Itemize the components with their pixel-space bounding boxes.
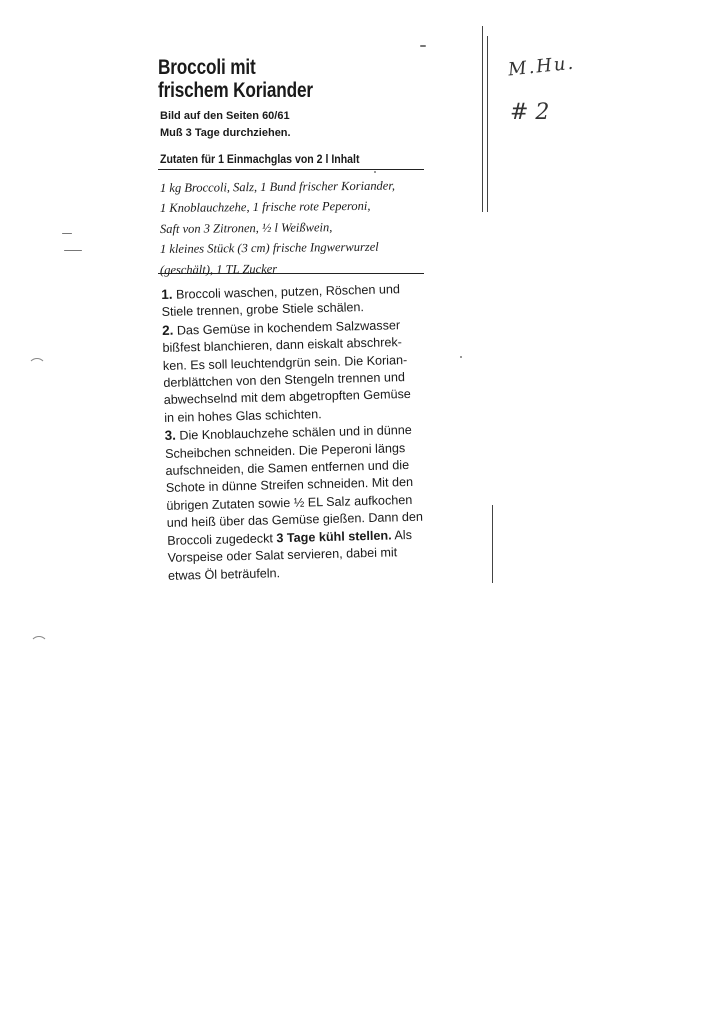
step-text: Stiele trennen, grobe Stiele schälen. bbox=[161, 300, 365, 320]
step-text: bißfest blanchieren, dann eiskalt abschrek- bbox=[162, 335, 403, 356]
scan-speck bbox=[64, 250, 82, 251]
handwritten-initials: M.Hu. bbox=[507, 52, 577, 81]
handwritten-number: # 2 bbox=[510, 100, 550, 125]
ingredient-line: (geschält), 1 TL Zucker bbox=[159, 261, 278, 277]
step-text: Broccoli zugedeckt bbox=[167, 530, 277, 548]
step-text: Broccoli waschen, putzen, Röschen und bbox=[175, 282, 401, 302]
step-text: ken. Es soll leuchtendgrün sein. Die Korian- bbox=[162, 352, 408, 373]
step-number: 2. bbox=[161, 322, 174, 338]
step-text: etwas Öl beträufeln. bbox=[167, 565, 281, 583]
scan-artifact bbox=[30, 636, 48, 654]
step-text: Scheibchen schneiden. Die Peperoni längs bbox=[164, 440, 406, 461]
picture-reference: Bild auf den Seiten 60/61 bbox=[160, 110, 290, 122]
preparation-steps bbox=[161, 279, 448, 585]
scan-speck bbox=[460, 356, 462, 358]
step-text: Die Knoblauchzehe schälen und in dünne bbox=[179, 423, 413, 443]
marinating-note: Muß 3 Tage durchziehen. bbox=[160, 127, 291, 139]
ingredient-line: 1 kleines Stück (3 cm) frische Ingwerwurzel bbox=[159, 239, 379, 257]
title-line-2: frischem Koriander bbox=[158, 79, 313, 102]
ingredient-line: Saft von 3 Zitronen, ½ l Weißwein, bbox=[159, 220, 333, 236]
margin-line bbox=[492, 505, 493, 583]
step-text: abwechselnd mit dem abgetropften Gemüse bbox=[163, 387, 412, 408]
step-text: derblättchen von den Stengeln trennen und bbox=[163, 370, 406, 391]
divider-bottom bbox=[158, 273, 424, 274]
scan-artifact bbox=[28, 358, 46, 376]
margin-line bbox=[487, 36, 488, 212]
step-text: Als bbox=[391, 527, 413, 543]
step-text: in ein hohes Glas schichten. bbox=[164, 406, 322, 425]
step-text: Schote in dünne Streifen schneiden. Mit den bbox=[165, 475, 414, 496]
step-number: 3. bbox=[164, 427, 177, 444]
ingredient-line: 1 Knoblauchzehe, 1 frische rote Peperoni, bbox=[159, 199, 371, 216]
step-text: und heiß über das Gemüse gießen. Dann den bbox=[166, 509, 424, 531]
title-line-1: Broccoli mit bbox=[158, 56, 256, 79]
divider-top bbox=[158, 169, 424, 170]
recipe-title bbox=[158, 56, 313, 102]
margin-line bbox=[482, 26, 483, 212]
scan-speck bbox=[62, 233, 72, 234]
scan-speck bbox=[374, 171, 376, 173]
step-text: übrigen Zutaten sowie ½ EL Salz aufkochen bbox=[166, 492, 413, 513]
chill-instruction: 3 Tage kühl stellen. bbox=[276, 528, 392, 545]
step-text: Vorspeise oder Salat servieren, dabei mit bbox=[167, 545, 398, 566]
step-text: Das Gemüse in kochendem Salzwasser bbox=[176, 317, 401, 338]
step-text: aufschneiden, die Samen entfernen und die bbox=[165, 458, 410, 479]
ingredients-heading: Zutaten für 1 Einmachglas von 2 l Inhalt bbox=[160, 152, 360, 166]
step-number: 1. bbox=[161, 286, 173, 302]
ingredients-list bbox=[160, 178, 395, 280]
scan-speck bbox=[420, 45, 426, 47]
ingredient-line: 1 kg Broccoli, Salz, 1 Bund frischer Koriander, bbox=[159, 178, 395, 195]
